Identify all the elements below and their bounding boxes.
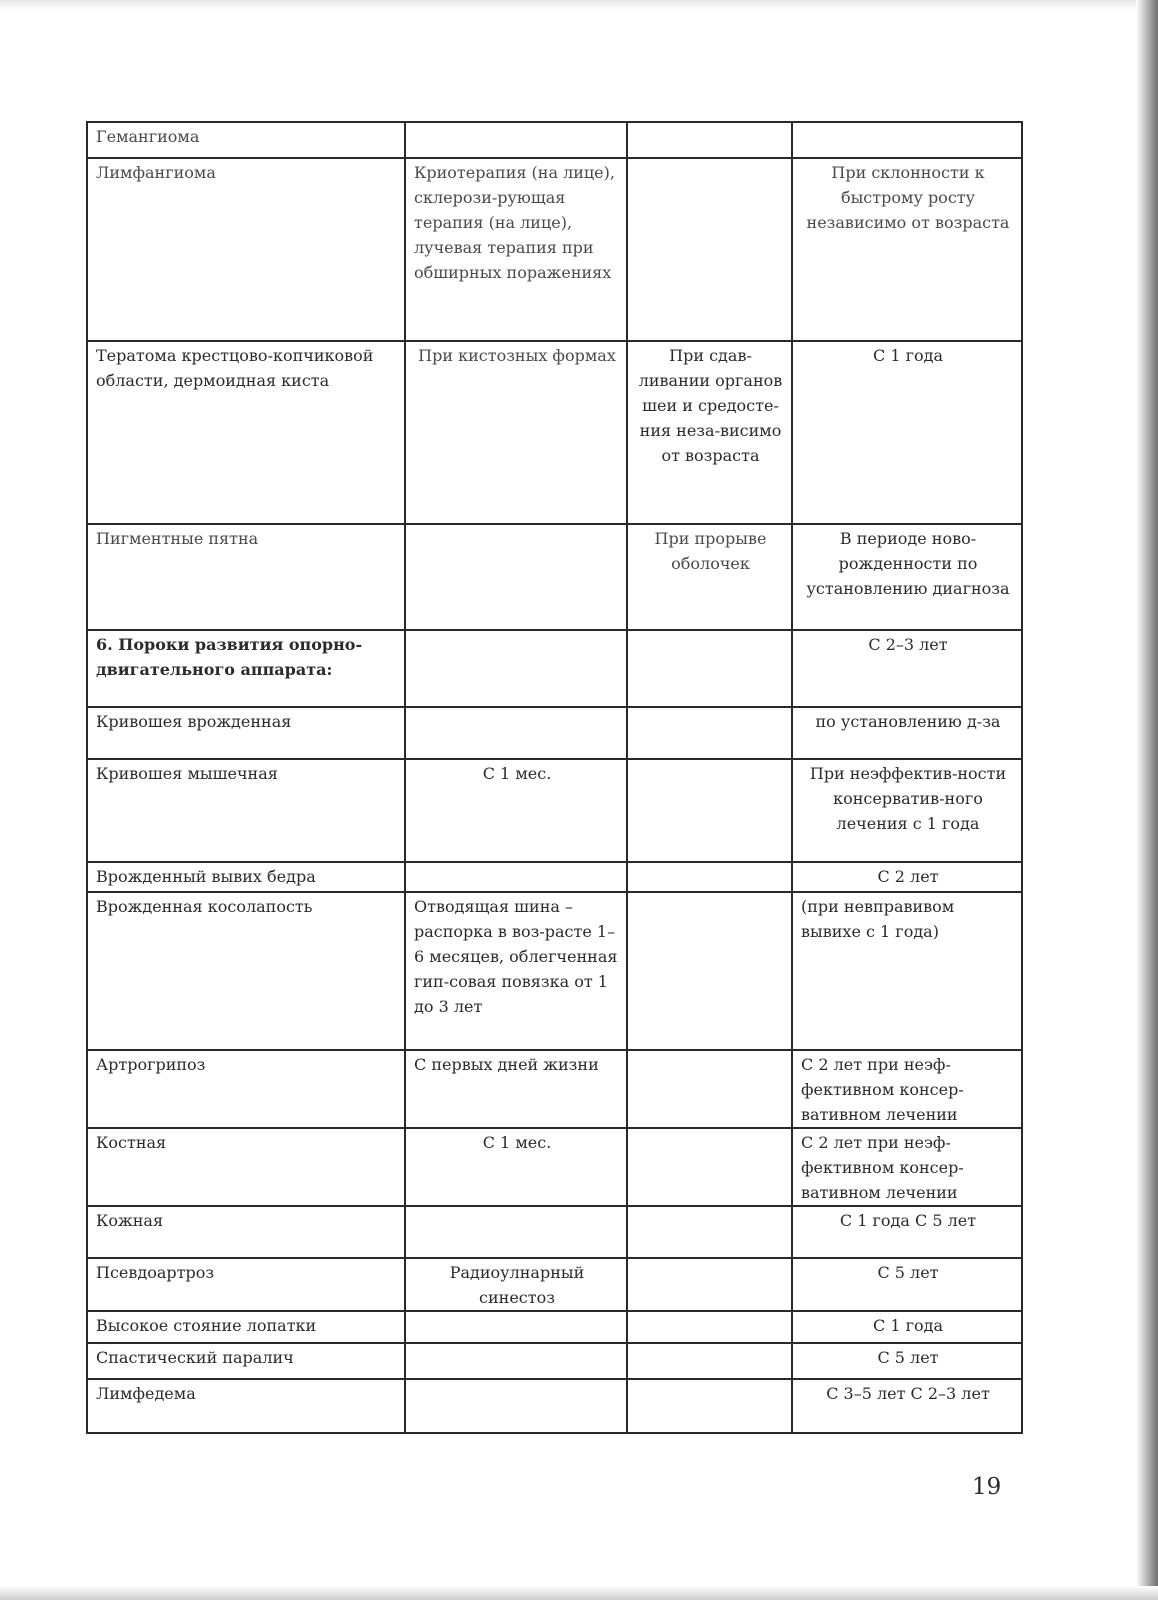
row-name-cell: Кривошея врожденная xyxy=(87,707,405,759)
row-conservative-cell: Криотерапия (на лице), склерози-рующая терапия (на лице), лучевая терапия при обширных поражениях xyxy=(405,158,627,341)
row-age-cell: С 2 лет при неэф-фективном консер-вативном лечении xyxy=(792,1128,1022,1206)
row-age-cell: С 5 лет xyxy=(792,1343,1022,1379)
row-name-cell: Врожденный вывих бедра xyxy=(87,862,405,892)
row-conservative-cell xyxy=(405,1206,627,1258)
row-conservative-cell: С 1 мес. xyxy=(405,759,627,862)
row-age-cell: С 2 лет xyxy=(792,862,1022,892)
table-row xyxy=(87,1206,1022,1258)
section-heading-cell: 6. Пороки развития опорно-двигательного аппарата: xyxy=(87,630,405,707)
row-conservative-cell xyxy=(405,524,627,630)
row-name-cell: Спастический паралич xyxy=(87,1343,405,1379)
row-conservative-cell xyxy=(405,122,627,158)
row-emergency-cell xyxy=(627,158,792,341)
row-conservative-cell: С 1 мес. xyxy=(405,1128,627,1206)
row-age-cell: (при невправивом вывихе с 1 года) xyxy=(792,892,1022,1050)
row-name-cell: Лимфангиома xyxy=(87,158,405,341)
row-age-cell: С 2 лет при неэф-фективном консер-вативном лечении xyxy=(792,1050,1022,1128)
row-emergency-cell xyxy=(627,1128,792,1206)
row-conservative-cell: Радиоулнарный синестоз xyxy=(405,1258,627,1311)
row-emergency-cell: При сдав-ливании органов шеи и средосте-ния неза-висимо от возраста xyxy=(627,341,792,524)
table-row xyxy=(87,1258,1022,1311)
table-row xyxy=(87,1311,1022,1343)
table-row xyxy=(87,341,1022,524)
table-row xyxy=(87,707,1022,759)
row-conservative-cell: При кистозных формах xyxy=(405,341,627,524)
table-row xyxy=(87,862,1022,892)
row-conservative-cell: Отводящая шина – распорка в воз-расте 1–6 месяцев, облегченная гип-совая повязка от 1 до 3 лет xyxy=(405,892,627,1050)
row-age-cell: С 3–5 лет С 2–3 лет xyxy=(792,1379,1022,1433)
row-age-cell: С 5 лет xyxy=(792,1258,1022,1311)
row-emergency-cell xyxy=(627,707,792,759)
table-row xyxy=(87,122,1022,158)
row-conservative-cell: С первых дней жизни xyxy=(405,1050,627,1128)
row-age-cell: по установлению д-за xyxy=(792,707,1022,759)
row-name-cell: Кривошея мышечная xyxy=(87,759,405,862)
row-name-cell: Пигментные пятна xyxy=(87,524,405,630)
table-row xyxy=(87,524,1022,630)
row-name-cell: Врожденная косолапость xyxy=(87,892,405,1050)
row-age-cell: С 1 года xyxy=(792,1311,1022,1343)
row-name-cell: Псевдоартроз xyxy=(87,1258,405,1311)
row-name-cell: Кожная xyxy=(87,1206,405,1258)
indications-table xyxy=(86,121,1023,1434)
row-name-cell: Лимфедема xyxy=(87,1379,405,1433)
row-conservative-cell xyxy=(405,862,627,892)
row-name-cell: Тератома крестцово-копчиковой области, дермоидная киста xyxy=(87,341,405,524)
row-age-cell: При склонности к быстрому росту независимо от возраста xyxy=(792,158,1022,341)
table-row xyxy=(87,1050,1022,1128)
row-emergency-cell xyxy=(627,630,792,707)
row-name-cell: Гемангиома xyxy=(87,122,405,158)
row-age-cell: С 1 года С 5 лет xyxy=(792,1206,1022,1258)
row-age-cell: При неэффектив-ности консерватив-ного лечения с 1 года xyxy=(792,759,1022,862)
row-age-cell: С 1 года xyxy=(792,341,1022,524)
table-row xyxy=(87,1343,1022,1379)
row-emergency-cell xyxy=(627,1206,792,1258)
row-conservative-cell xyxy=(405,707,627,759)
row-name-cell: Высокое стояние лопатки xyxy=(87,1311,405,1343)
row-conservative-cell xyxy=(405,630,627,707)
row-emergency-cell xyxy=(627,862,792,892)
row-name-cell: Костная xyxy=(87,1128,405,1206)
table-row xyxy=(87,759,1022,862)
scan-right-edge xyxy=(1136,0,1158,1600)
row-name-cell: Артрогрипоз xyxy=(87,1050,405,1128)
row-age-cell: С 2–3 лет xyxy=(792,630,1022,707)
table-row xyxy=(87,158,1022,341)
table-row xyxy=(87,1128,1022,1206)
row-age-cell: В периоде ново-рожденности по установлению диагноза xyxy=(792,524,1022,630)
row-conservative-cell xyxy=(405,1379,627,1433)
table-row xyxy=(87,1379,1022,1433)
row-emergency-cell xyxy=(627,1258,792,1311)
row-emergency-cell xyxy=(627,1343,792,1379)
row-emergency-cell xyxy=(627,759,792,862)
scan-top-shadow xyxy=(0,0,1158,10)
table-row xyxy=(87,892,1022,1050)
row-emergency-cell xyxy=(627,1311,792,1343)
row-age-cell xyxy=(792,122,1022,158)
row-emergency-cell xyxy=(627,1050,792,1128)
row-emergency-cell: При прорыве оболочек xyxy=(627,524,792,630)
row-emergency-cell xyxy=(627,1379,792,1433)
row-emergency-cell xyxy=(627,892,792,1050)
scan-bottom-shadow xyxy=(0,1586,1158,1600)
page-number: 19 xyxy=(972,1474,1002,1500)
row-conservative-cell xyxy=(405,1311,627,1343)
table-row xyxy=(87,630,1022,707)
row-emergency-cell xyxy=(627,122,792,158)
row-conservative-cell xyxy=(405,1343,627,1379)
